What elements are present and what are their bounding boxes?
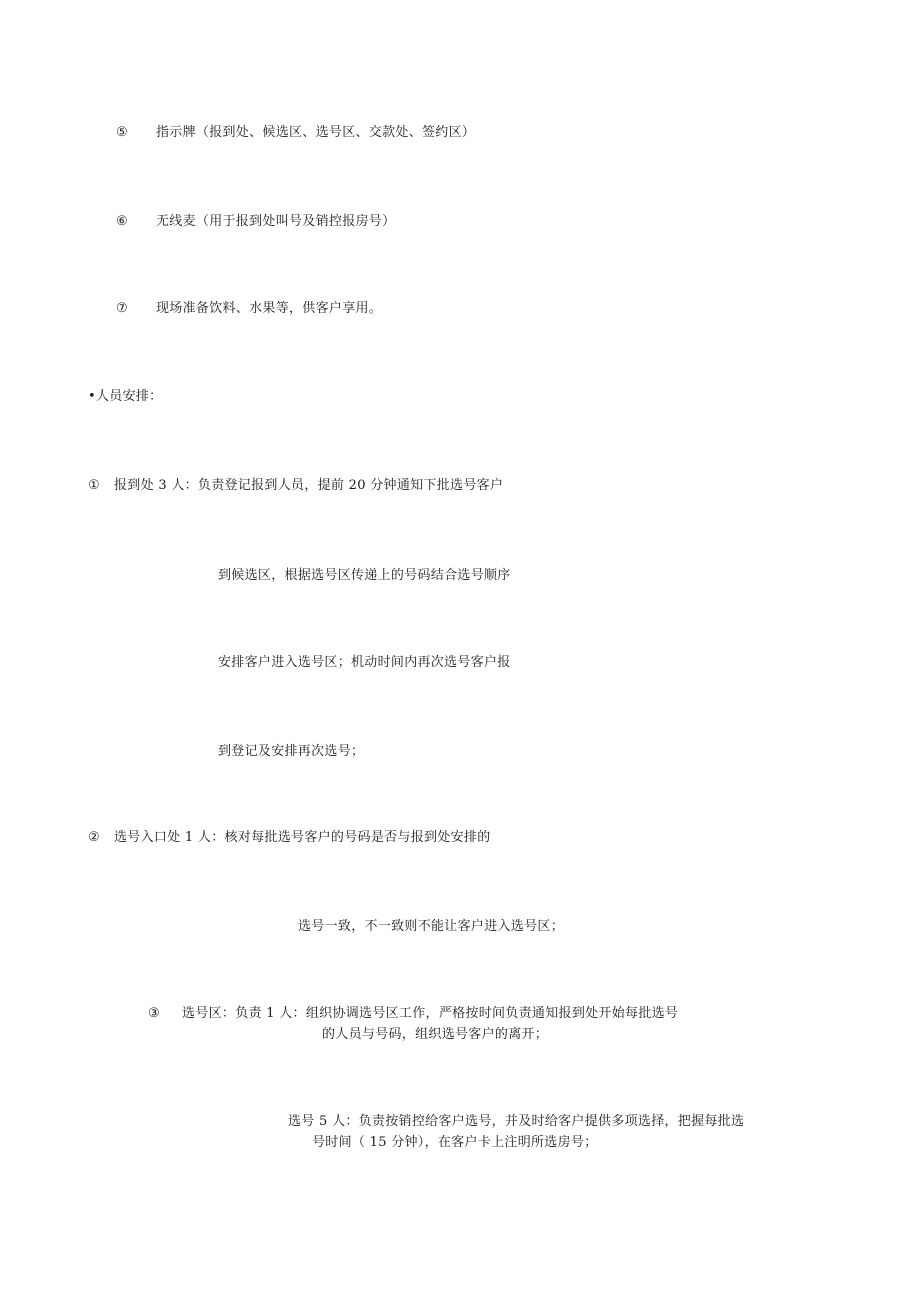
- item-text: 选号入口处 1 人：核对每批选号客户的号码是否与报到处安排的: [114, 830, 491, 845]
- staff-item-1-cont-1: 到候选区，根据选号区传递上的号码结合选号顺序: [218, 568, 511, 583]
- item-text: 无线麦（用于报到处叫号及销控报房号）: [156, 214, 396, 229]
- item-marker: ⑤: [116, 125, 128, 140]
- item-marker: ②: [88, 830, 100, 845]
- item-text: 现场准备饮料、水果等，供客户享用。: [156, 301, 383, 316]
- item-text: 指示牌（报到处、候选区、选号区、交款处、签约区）: [156, 125, 476, 140]
- staff-item-2-cont: 选号一致，不一致则不能让客户进入选号区；: [298, 919, 565, 934]
- staff-heading: •人员安排：: [88, 389, 163, 404]
- staff-item-3: [148, 1005, 678, 1023]
- item-text: 报到处 3 人：负责登记报到人员，提前 20 分钟通知下批选号客户: [114, 478, 504, 493]
- equipment-item-7: [116, 300, 382, 318]
- staff-item-1: [88, 477, 503, 495]
- item-marker: ⑦: [116, 301, 128, 316]
- staff-item-1-cont-3: 到登记及安排再次选号；: [218, 744, 365, 759]
- staff-item-1-cont-2: 安排客户进入选号区；机动时间内再次选号客户报: [218, 655, 511, 670]
- staff-item-4-cont: 号时间（ 15 分钟），在客户卡上注明所选房号；: [312, 1135, 598, 1150]
- equipment-item-6: [116, 213, 395, 231]
- staff-item-2: [88, 829, 491, 847]
- item-marker: ⑥: [116, 214, 128, 229]
- item-text: 选号区：负责 1 人：组织协调选号区工作，严格按时间负责通知报到处开始每批选号: [182, 1006, 679, 1021]
- staff-item-4: 选号 5 人：负责按销控给客户选号，并及时给客户提供多项选择，把握每批选: [288, 1114, 745, 1129]
- equipment-item-5: [116, 124, 475, 142]
- item-marker: ③: [148, 1006, 160, 1021]
- staff-item-3-cont: 的人员与号码，组织选号客户的离开；: [322, 1027, 549, 1042]
- item-marker: ①: [88, 478, 100, 493]
